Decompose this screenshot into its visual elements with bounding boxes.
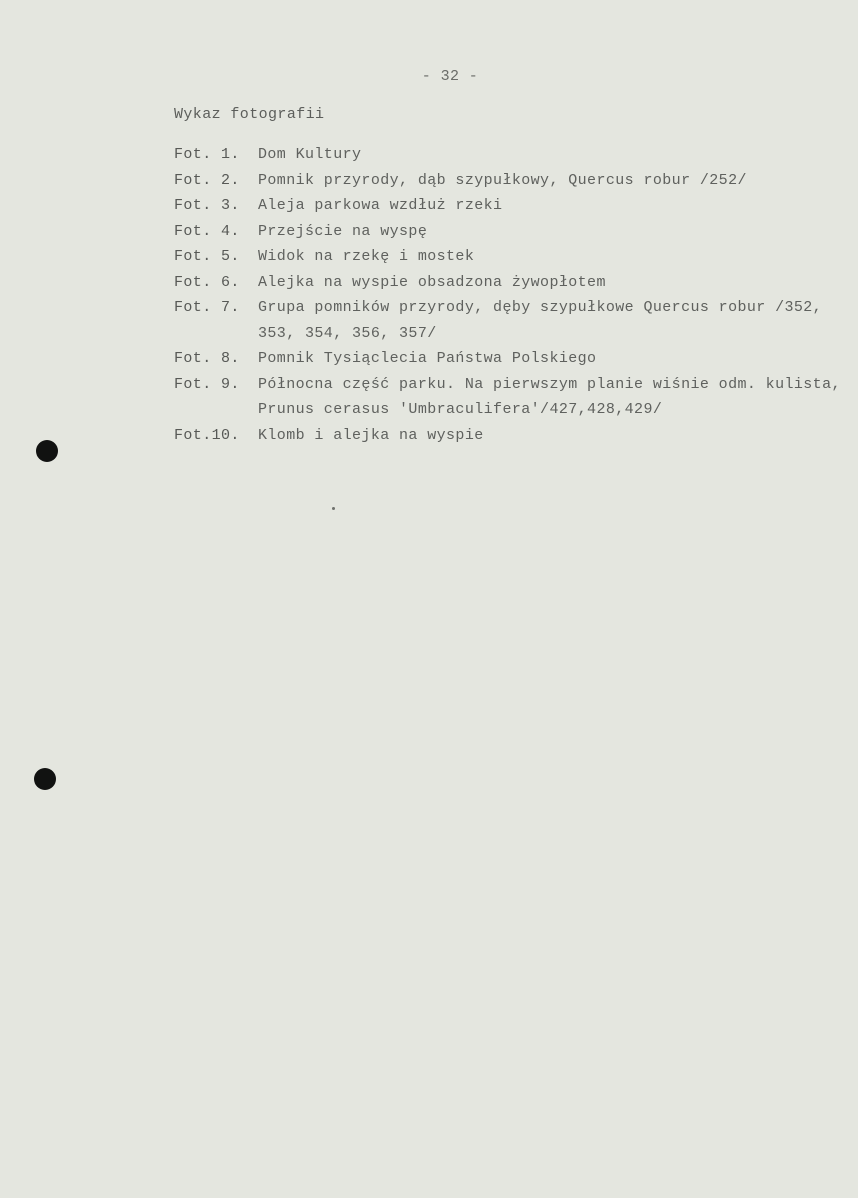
photo-entry bbox=[174, 423, 844, 449]
photo-label: Fot. 3. bbox=[174, 197, 240, 214]
photo-label: Fot.10. bbox=[174, 426, 240, 444]
photo-label: Fot. 7. bbox=[174, 299, 240, 316]
photo-entry bbox=[174, 142, 844, 168]
page-number: - 32 - bbox=[421, 68, 479, 85]
photo-caption: Klomb i alejka na wyspie bbox=[258, 426, 484, 444]
photo-entry bbox=[174, 219, 844, 245]
photo-label: Fot. 6. bbox=[174, 273, 240, 291]
photo-label: Fot. 9. bbox=[174, 375, 240, 393]
photo-entry bbox=[174, 270, 844, 296]
photo-label: Fot. 2. bbox=[174, 171, 240, 189]
photo-caption: Grupa pomników przyrody, dęby szypułkowe Quercus robur /352, 353, 354, 356, 357/ bbox=[258, 299, 823, 342]
photo-caption: Widok na rzekę i mostek bbox=[258, 248, 475, 265]
photo-caption: Aleja parkowa wzdłuż rzeki bbox=[258, 197, 503, 214]
photo-label: Fot. 4. bbox=[174, 222, 240, 240]
photo-label: Fot. 5. bbox=[174, 248, 240, 265]
photo-caption: Alejka na wyspie obsadzona żywopłotem bbox=[258, 273, 606, 291]
punch-hole bbox=[36, 440, 58, 462]
photo-caption: Pomnik przyrody, dąb szypułkowy, Quercus robur /252/ bbox=[258, 171, 747, 189]
paper-speck bbox=[332, 507, 335, 510]
document-title: Wykaz fotografii bbox=[174, 106, 325, 123]
photo-caption: Pomnik Tysiąclecia Państwa Polskiego bbox=[258, 350, 597, 367]
photo-caption: Dom Kultury bbox=[258, 146, 362, 163]
photo-entry bbox=[174, 193, 844, 219]
punch-hole bbox=[34, 768, 56, 790]
photo-label: Fot. 1. bbox=[174, 146, 240, 163]
photo-label: Fot. 8. bbox=[174, 350, 240, 367]
photo-entry bbox=[174, 168, 844, 194]
photo-caption: Przejście na wyspę bbox=[258, 222, 428, 240]
photo-caption: Północna część parku. Na pierwszym planie wiśnie odm. kulista, Prunus cerasus 'Umbraculifera'/427,428,429/ bbox=[258, 375, 841, 418]
photo-entry bbox=[174, 346, 844, 372]
photo-entry bbox=[174, 295, 844, 346]
photo-entry bbox=[174, 372, 844, 423]
photo-list bbox=[174, 142, 844, 448]
photo-entry bbox=[174, 244, 844, 270]
